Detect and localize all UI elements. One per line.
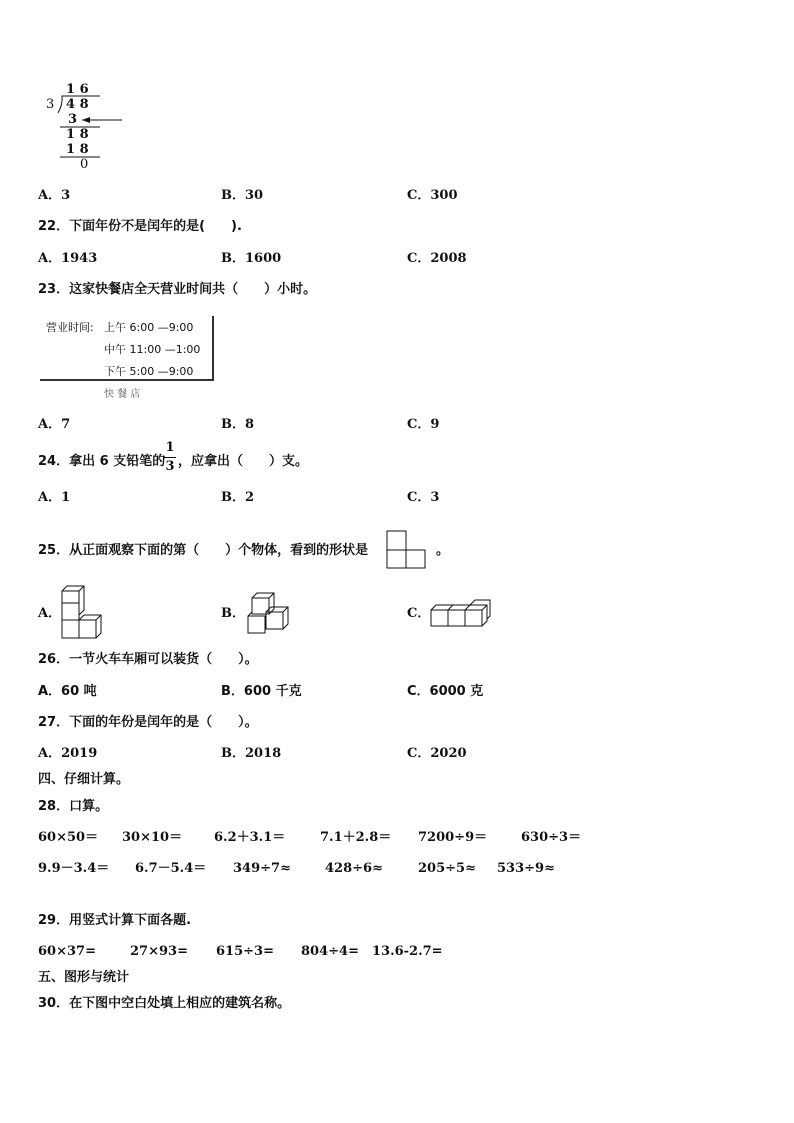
q21-option-c[interactable]: C．300 [407, 188, 458, 203]
dividend: 4 8 [66, 97, 89, 112]
q30-question: 30．在下图中空白处填上相应的建筑名称。 [38, 996, 291, 1011]
q29-item: 615÷3= [216, 944, 274, 959]
q22-option-a[interactable]: A．1943 [38, 251, 98, 266]
q28-row2-item: 349÷7≈ [233, 861, 291, 876]
q26-option-a[interactable]: A．60 吨 [38, 684, 97, 699]
fraction-numerator: 1 [165, 440, 175, 455]
q28-row1-item: 630÷3＝ [521, 830, 582, 845]
q26-option-b[interactable]: B．600 千克 [221, 684, 302, 699]
hours-row-noon: 中午 11:00 —1:00 [104, 343, 201, 356]
quotient: 1 6 [66, 82, 89, 97]
q29-item: 804÷4= [301, 944, 359, 959]
arrow-icon [82, 117, 90, 123]
q29-item: 13.6-2.7= [372, 944, 443, 959]
fraction-bar [164, 457, 176, 458]
section-5-heading: 五、图形与统计 [38, 970, 130, 985]
q28-question: 28．口算。 [38, 799, 109, 814]
q27-option-b[interactable]: B．2018 [221, 746, 282, 761]
q22-option-b[interactable]: B．1600 [221, 251, 282, 266]
q22-question: 22．下面年份不是闰年的是( ). [38, 219, 242, 234]
remainder: 0 [80, 157, 89, 172]
step1: 3 [68, 112, 78, 127]
q28-row2-item: 533÷9≈ [497, 861, 555, 876]
q25-option-a[interactable]: A． [38, 606, 62, 621]
q27-option-c[interactable]: C．2020 [407, 746, 467, 761]
q29-item: 60×37= [38, 944, 96, 959]
q25-option-c[interactable]: C． [407, 606, 431, 621]
section-4-heading: 四、仔细计算。 [38, 772, 130, 787]
step3: 1 8 [66, 142, 89, 157]
q23-option-a[interactable]: A．7 [38, 417, 71, 432]
q28-row2-item: 9.9－3.4＝ [38, 861, 110, 876]
q28-row1-item: 60×50＝ [38, 830, 99, 845]
q24-option-c[interactable]: C．3 [407, 490, 440, 505]
q28-row1-item: 30×10＝ [122, 830, 183, 845]
q23-question: 23．这家快餐店全天营业时间共（ ）小时。 [38, 282, 317, 297]
q24-option-a[interactable]: A．1 [38, 490, 71, 505]
hours-row-morning: 上午 6:00 —9:00 [104, 321, 194, 334]
q28-row2-item: 205÷5≈ [418, 861, 476, 876]
q25-question: 25．从正面观察下面的第（ ）个物体，看到的形状是 [38, 543, 369, 558]
q28-row1-item: 7200÷9＝ [418, 830, 488, 845]
q27-option-a[interactable]: A．2019 [38, 746, 98, 761]
q23-option-c[interactable]: C．9 [407, 417, 440, 432]
divisor: 3 [46, 97, 55, 112]
q26-option-c[interactable]: C．6000 克 [407, 684, 484, 699]
fraction-denominator: 3 [165, 459, 175, 474]
q27-question: 27．下面的年份是闰年的是（ ）。 [38, 715, 258, 730]
fraction-one-third [164, 440, 176, 475]
q24-question-start: 24．拿出 6 支铅笔的 [38, 454, 166, 469]
q28-row1-item: 6.2＋3.1＝ [214, 830, 286, 845]
cube-figure-c [0, 0, 70, 40]
q22-option-c[interactable]: C．2008 [407, 251, 467, 266]
q29-item: 27×93= [130, 944, 188, 959]
q29-question: 29．用竖式计算下面各题. [38, 913, 192, 928]
q21-option-a[interactable]: A．3 [38, 188, 71, 203]
q25-question-end: 。 [436, 543, 450, 558]
q24-question-end: ，应拿出（ ）支。 [178, 454, 309, 469]
q26-question: 26．一节火车车厢可以装货（ ）。 [38, 652, 258, 667]
hours-row-afternoon: 下午 5:00 —9:00 [104, 365, 194, 378]
q25-option-b[interactable]: B． [221, 606, 245, 621]
hours-label: 营业时间: [46, 321, 94, 334]
sign-caption: 快 餐 店 [104, 389, 141, 400]
q28-row2-item: 6.7－5.4＝ [135, 861, 207, 876]
q28-row2-item: 428÷6≈ [325, 861, 383, 876]
q28-row1-item: 7.1＋2.8＝ [320, 830, 392, 845]
q21-option-b[interactable]: B．30 [221, 188, 264, 203]
step2: 1 8 [66, 127, 89, 142]
q24-option-b[interactable]: B．2 [221, 490, 255, 505]
q23-option-b[interactable]: B．8 [221, 417, 255, 432]
